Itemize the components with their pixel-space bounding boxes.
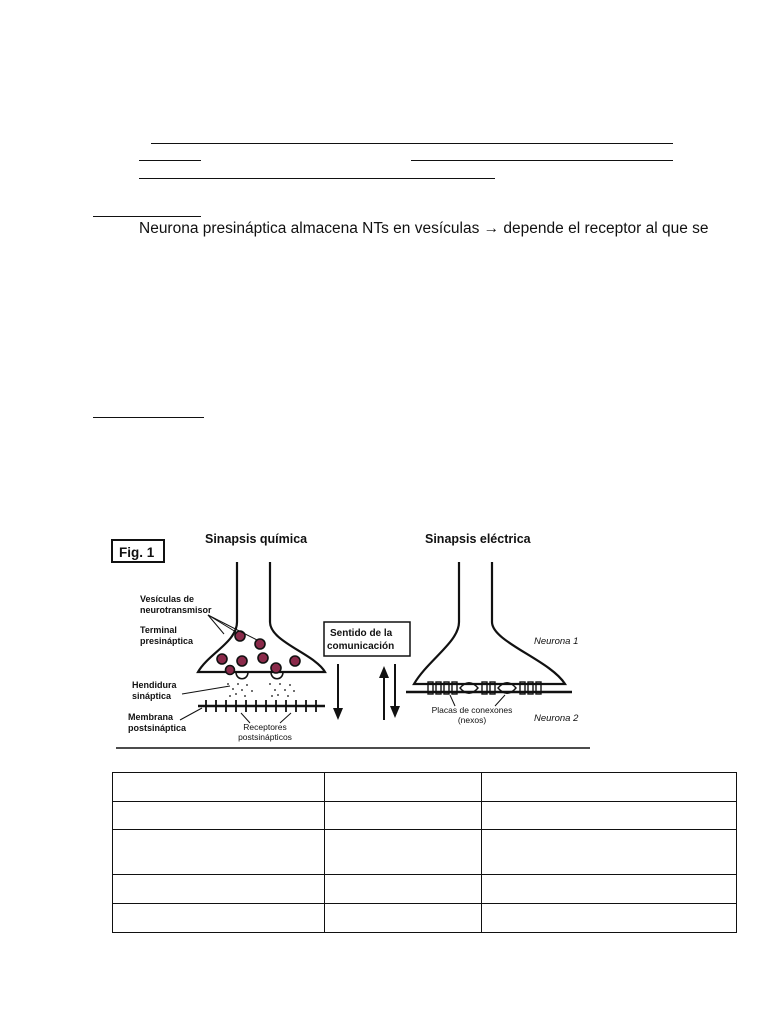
body-paragraph: Neurona presináptica almacena NTs en vesículas → depende el receptor al que se: [139, 220, 709, 237]
heading-underline-2: [93, 417, 204, 418]
table-cell[interactable]: [113, 773, 325, 802]
arrow-down-electrical: [390, 664, 400, 718]
pointer-vesicles-a: [208, 615, 224, 634]
synapse-diagram: [110, 524, 592, 752]
label-cleft-1: Hendidura: [132, 680, 177, 690]
label-direction-1: Sentido de la: [330, 628, 393, 639]
arrow-down-chemical: [333, 664, 343, 720]
label-receptors-1: Receptores: [243, 722, 287, 732]
vesicles: [217, 631, 300, 675]
arrow-up-electrical: [379, 666, 389, 720]
table-row: [113, 904, 737, 933]
label-neuron-2: Neurona 2: [534, 713, 579, 724]
label-vesicles-1: Vesículas de: [140, 594, 195, 604]
table-cell[interactable]: [482, 875, 737, 904]
table-cell[interactable]: [113, 875, 325, 904]
label-membrane-1: Membrana: [128, 712, 174, 722]
table-cell[interactable]: [325, 802, 482, 830]
label-plates-2: (nexos): [457, 715, 487, 725]
table-row: [113, 830, 737, 875]
label-plates-1: Placas de conexones: [431, 705, 513, 715]
table-row: [113, 875, 737, 904]
table-cell[interactable]: [482, 802, 737, 830]
synapse-figure: [110, 524, 592, 752]
label-terminal-1: Terminal: [140, 625, 177, 635]
table-cell[interactable]: [325, 875, 482, 904]
label-cleft-2: sináptica: [132, 691, 172, 701]
label-direction-2: comunicación: [327, 641, 395, 652]
pointer-cleft: [182, 686, 230, 694]
blank-line-2b: [411, 160, 673, 161]
fig-label: Fig. 1: [119, 545, 155, 560]
table-row: [113, 773, 737, 802]
blank-line-2a: [139, 160, 201, 161]
table-cell[interactable]: [325, 904, 482, 933]
table-row: [113, 802, 737, 830]
table-cell[interactable]: [113, 904, 325, 933]
neuron-1-terminal: [414, 562, 565, 684]
table-cell[interactable]: [113, 802, 325, 830]
neurotransmitter-dots: [227, 683, 295, 697]
label-neuron-1: Neurona 1: [534, 636, 579, 647]
table-cell[interactable]: [325, 830, 482, 875]
label-terminal-2: presináptica: [140, 636, 194, 646]
title-electrical: Sinapsis eléctrica: [425, 532, 531, 546]
comparison-table: [112, 772, 737, 933]
table-cell[interactable]: [482, 773, 737, 802]
label-vesicles-2: neurotransmisor: [140, 605, 212, 615]
table-cell[interactable]: [482, 904, 737, 933]
label-membrane-2: postsináptica: [128, 723, 187, 733]
pointer-membrane: [180, 708, 202, 720]
table-cell[interactable]: [325, 773, 482, 802]
table-cell[interactable]: [113, 830, 325, 875]
title-chemical: Sinapsis química: [205, 532, 308, 546]
table-cell[interactable]: [482, 830, 737, 875]
blank-line-1: [151, 143, 673, 144]
blank-line-3: [139, 178, 495, 179]
label-receptors-2: postsinápticos: [238, 732, 292, 742]
heading-underline-1: [93, 216, 201, 217]
